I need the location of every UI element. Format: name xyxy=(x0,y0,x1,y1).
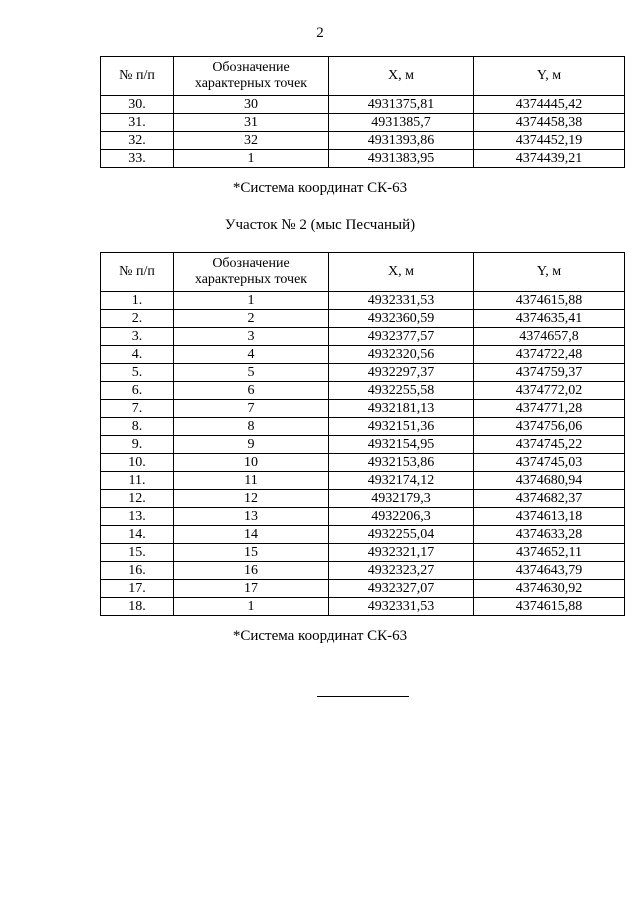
cell-x: 4932297,37 xyxy=(329,364,474,382)
table-row xyxy=(101,346,625,364)
cell-point: 14 xyxy=(174,526,329,544)
header-x: X, м xyxy=(329,57,474,96)
cell-point: 2 xyxy=(174,310,329,328)
header-x: X, м xyxy=(329,253,474,292)
cell-y: 4374630,92 xyxy=(474,580,625,598)
header-num: № п/п xyxy=(101,57,174,96)
cell-num: 13. xyxy=(101,508,174,526)
cell-x: 4932360,59 xyxy=(329,310,474,328)
page-number: 2 xyxy=(316,25,324,41)
cell-y: 4374452,19 xyxy=(474,132,625,150)
table-row xyxy=(101,454,625,472)
cell-num: 33. xyxy=(101,150,174,168)
cell-x: 4932331,53 xyxy=(329,292,474,310)
cell-num: 10. xyxy=(101,454,174,472)
cell-num: 11. xyxy=(101,472,174,490)
cell-point: 17 xyxy=(174,580,329,598)
cell-x: 4931385,7 xyxy=(329,114,474,132)
cell-point: 1 xyxy=(174,598,329,616)
cell-y: 4374657,8 xyxy=(474,328,625,346)
cell-x: 4932255,04 xyxy=(329,526,474,544)
cell-point: 11 xyxy=(174,472,329,490)
cell-x: 4931393,86 xyxy=(329,132,474,150)
cell-x: 4932174,12 xyxy=(329,472,474,490)
cell-num: 7. xyxy=(101,400,174,418)
table-row xyxy=(101,490,625,508)
table-row xyxy=(101,364,625,382)
header-y: Y, м xyxy=(474,57,625,96)
cell-point: 10 xyxy=(174,454,329,472)
cell-point: 13 xyxy=(174,508,329,526)
cell-y: 4374615,88 xyxy=(474,598,625,616)
table-row xyxy=(101,132,625,150)
cell-num: 17. xyxy=(101,580,174,598)
cell-x: 4932154,95 xyxy=(329,436,474,454)
cell-num: 6. xyxy=(101,382,174,400)
table-row xyxy=(101,150,625,168)
table-header-row xyxy=(101,253,625,292)
cell-num: 18. xyxy=(101,598,174,616)
table-row xyxy=(101,96,625,114)
cell-x: 4932327,07 xyxy=(329,580,474,598)
cell-y: 4374771,28 xyxy=(474,400,625,418)
cell-y: 4374722,48 xyxy=(474,346,625,364)
cell-point: 30 xyxy=(174,96,329,114)
cell-x: 4932179,3 xyxy=(329,490,474,508)
cell-y: 4374439,21 xyxy=(474,150,625,168)
cell-num: 1. xyxy=(101,292,174,310)
cell-num: 31. xyxy=(101,114,174,132)
table-row xyxy=(101,526,625,544)
cell-num: 3. xyxy=(101,328,174,346)
cell-point: 6 xyxy=(174,382,329,400)
cell-num: 16. xyxy=(101,562,174,580)
cell-point: 1 xyxy=(174,292,329,310)
cell-point: 8 xyxy=(174,418,329,436)
cell-num: 30. xyxy=(101,96,174,114)
cell-num: 9. xyxy=(101,436,174,454)
table-row xyxy=(101,114,625,132)
coordinates-table-2 xyxy=(100,252,625,616)
cell-y: 4374635,41 xyxy=(474,310,625,328)
table-body xyxy=(101,292,625,616)
table-body xyxy=(101,96,625,168)
cell-y: 4374652,11 xyxy=(474,544,625,562)
cell-point: 12 xyxy=(174,490,329,508)
cell-x: 4932206,3 xyxy=(329,508,474,526)
cell-y: 4374643,79 xyxy=(474,562,625,580)
cell-point: 15 xyxy=(174,544,329,562)
table-row xyxy=(101,436,625,454)
divider-line xyxy=(317,696,409,697)
cell-y: 4374680,94 xyxy=(474,472,625,490)
table-row xyxy=(101,310,625,328)
table-header-row xyxy=(101,57,625,96)
coordinates-table-1 xyxy=(100,56,625,168)
cell-point: 16 xyxy=(174,562,329,580)
cell-num: 14. xyxy=(101,526,174,544)
cell-x: 4932255,58 xyxy=(329,382,474,400)
cell-x: 4932320,56 xyxy=(329,346,474,364)
cell-num: 12. xyxy=(101,490,174,508)
cell-x: 4931375,81 xyxy=(329,96,474,114)
cell-num: 4. xyxy=(101,346,174,364)
cell-y: 4374458,38 xyxy=(474,114,625,132)
cell-y: 4374445,42 xyxy=(474,96,625,114)
cell-x: 4931383,95 xyxy=(329,150,474,168)
cell-num: 2. xyxy=(101,310,174,328)
cell-num: 32. xyxy=(101,132,174,150)
cell-y: 4374615,88 xyxy=(474,292,625,310)
cell-x: 4932323,27 xyxy=(329,562,474,580)
cell-x: 4932153,86 xyxy=(329,454,474,472)
cell-x: 4932377,57 xyxy=(329,328,474,346)
cell-y: 4374613,18 xyxy=(474,508,625,526)
section-heading: Участок № 2 (мыс Песчаный) xyxy=(224,217,416,233)
cell-y: 4374759,37 xyxy=(474,364,625,382)
cell-point: 1 xyxy=(174,150,329,168)
cell-point: 7 xyxy=(174,400,329,418)
cell-num: 15. xyxy=(101,544,174,562)
table-row xyxy=(101,382,625,400)
cell-x: 4932181,13 xyxy=(329,400,474,418)
cell-y: 4374745,03 xyxy=(474,454,625,472)
table-row xyxy=(101,328,625,346)
table-row xyxy=(101,544,625,562)
cell-x: 4932151,36 xyxy=(329,418,474,436)
cell-point: 5 xyxy=(174,364,329,382)
cell-point: 32 xyxy=(174,132,329,150)
table-row xyxy=(101,418,625,436)
table-row xyxy=(101,598,625,616)
cell-point: 3 xyxy=(174,328,329,346)
cell-y: 4374772,02 xyxy=(474,382,625,400)
header-y: Y, м xyxy=(474,253,625,292)
coordinate-system-note: *Система координат СК-63 xyxy=(232,180,408,196)
table-row xyxy=(101,508,625,526)
cell-x: 4932321,17 xyxy=(329,544,474,562)
table-row xyxy=(101,580,625,598)
header-point-label: Обозначение характерных точек xyxy=(174,253,329,292)
table-row xyxy=(101,400,625,418)
cell-x: 4932331,53 xyxy=(329,598,474,616)
cell-y: 4374756,06 xyxy=(474,418,625,436)
cell-num: 5. xyxy=(101,364,174,382)
header-num: № п/п xyxy=(101,253,174,292)
table-row xyxy=(101,562,625,580)
cell-point: 31 xyxy=(174,114,329,132)
cell-y: 4374682,37 xyxy=(474,490,625,508)
cell-point: 4 xyxy=(174,346,329,364)
cell-num: 8. xyxy=(101,418,174,436)
coordinate-system-note: *Система координат СК-63 xyxy=(232,628,408,644)
table-row xyxy=(101,292,625,310)
cell-point: 9 xyxy=(174,436,329,454)
table-row xyxy=(101,472,625,490)
cell-y: 4374745,22 xyxy=(474,436,625,454)
cell-y: 4374633,28 xyxy=(474,526,625,544)
header-point-label: Обозначение характерных точек xyxy=(174,57,329,96)
